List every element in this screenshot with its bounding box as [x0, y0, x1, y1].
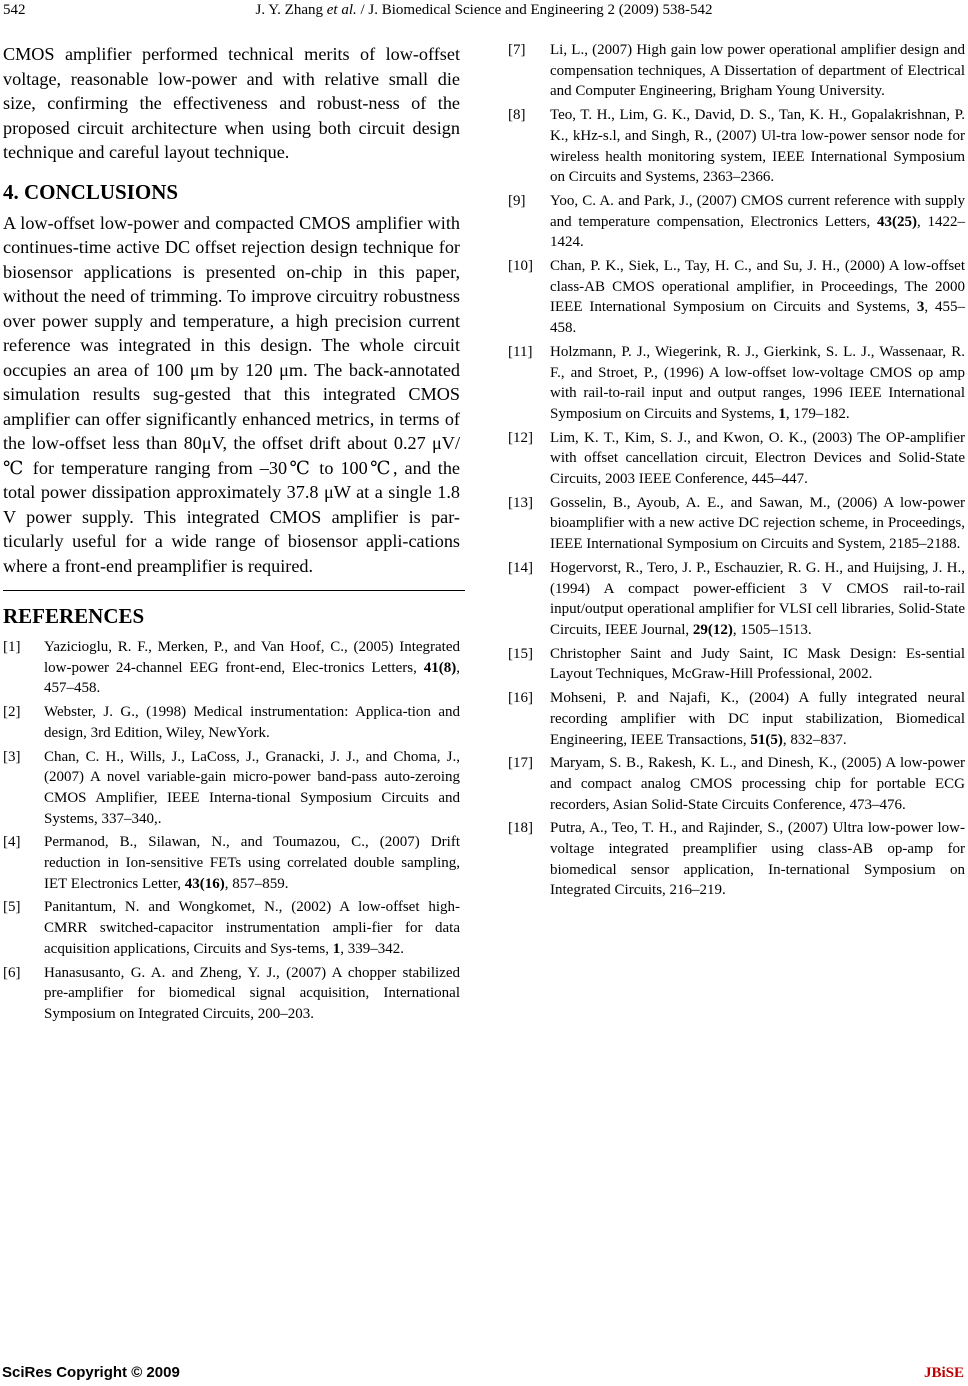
reference-volume: 1 — [778, 405, 786, 422]
reference-number: [14] — [508, 559, 533, 576]
reference-number: [17] — [508, 755, 533, 772]
reference-volume: 3 — [916, 299, 925, 316]
reference-text: Teo, T. H., Lim, G. K., David, D. S., Tan, K. H., Gopalakrishnan, P. K., kHz-s.l, and Singh, R., (2007) Ul-tra low-power sensor node for wireless health monitoring system, IEEE International Symposium on Circuits and Systems, 2363–2366. — [550, 107, 965, 186]
reference-item — [3, 897, 460, 959]
reference-pages: , 339–342. — [340, 940, 404, 957]
conclusions-heading: 4. CONCLUSIONS — [3, 179, 179, 204]
reference-text: Yazicioglu, R. F., Merken, P., and Van Hoof, C., (2005) Integrated low-power 24-channel EEG front-end, Elec-tronics Letters, — [44, 639, 460, 676]
conclusions-paragraph: A low-offset low-power and compacted CMOS amplifier with continues-time active DC offset rejection design technique for biosensor applications is presented on-chip in this paper, without the need of trimming. To improve circuitry robustness over power supply and temperature, a high precision current reference was integrated in this design. The whole circuit occupies an area of 100 μm by 120 μm. The back-annotated simulation results sug-gested that this integrated CMOS amplifier can offer significantly enhanced metrics, in terms of the low-offset less than 80μV, the offset drift about 0.27 μV/℃ for temperature ranging from –30℃ to 100℃, and the total power dissipation approximately 37.8 μW at a single 1.8 V power supply. This integrated CMOS amplifier is par-ticularly useful for a wide range of biosensor appli-cations where a front-end preamplifier is required. — [3, 212, 460, 576]
reference-number: [16] — [508, 690, 533, 707]
reference-text: Holzmann, P. J., Wiegerink, R. J., Gierkink, S. L. J., Wassenaar, R. F., and Stroet, P., (1996) A low-offset low-voltage CMOS op amp with rail-to-rail input and output ranges, 1996 IEEE International Symposium on Circuits and Systems, — [550, 343, 965, 422]
reference-volume: 1 — [332, 940, 341, 957]
page-header — [0, 0, 968, 22]
reference-pages: , 857–859. — [224, 875, 289, 892]
reference-volume: 43(25) — [877, 213, 917, 230]
reference-number: [4] — [3, 834, 21, 851]
reference-text: Yoo, C. A. and Park, J., (2007) CMOS current reference with supply and temperature compensation, Electronics Letters, — [550, 192, 965, 230]
reference-item — [508, 191, 965, 253]
reference-number: [3] — [3, 748, 21, 765]
running-head: J. Y. Zhang et al. / J. Biomedical Science and Engineering 2 (2009) 538-542 — [255, 2, 713, 18]
reference-text: Webster, J. G., (1998) Medical instrumentation: Applica-tion and design, 3rd Edition, Wiley, NewYork. — [44, 704, 460, 741]
reference-text: Maryam, S. B., Rakesh, K. L., and Dinesh, K., (2005) A low-power and compact analog CMOS processing chip for portable ECG recorders, Asian Solid-State Circuits Conference, 473–476. — [550, 755, 965, 813]
reference-text: Hogervorst, R., Tero, J. P., Eschauzier, R. G. H., and Huijsing, J. H., (1994) A compact power-efficient 3 V CMOS rail-to-rail input/output operational amplifier for VLSI cell libraries, Solid-State Circuits, IEEE Journal, — [550, 559, 965, 638]
reference-text: Li, L., (2007) High gain low power operational amplifier design and compensation techniques, A Dissertation of department of Electrical and Computer Engineering, Brigham Young University. — [550, 42, 965, 100]
reference-number: [2] — [3, 704, 21, 721]
reference-number: [6] — [3, 964, 21, 981]
journal-abbrev: JBiSE — [923, 1365, 964, 1381]
reference-item — [508, 558, 965, 641]
reference-pages: , 455–458. — [550, 299, 966, 337]
reference-item — [508, 753, 965, 815]
reference-item — [508, 256, 965, 339]
reference-volume: 43(16) — [184, 875, 225, 892]
left-column — [3, 42, 460, 1028]
reference-text: Putra, A., Teo, T. H., and Rajinder, S., (2007) Ultra low-power low-voltage integrated preamplifier using class-AB op-amp for biomedical sensor application, In-ternational Symposium on Integrated Circuits, 216–219. — [550, 820, 965, 899]
reference-item — [508, 493, 965, 555]
reference-item — [508, 428, 965, 490]
reference-volume: 51(5) — [750, 731, 783, 748]
reference-text: Lim, K. T., Kim, S. J., and Kwon, O. K., (2003) The OP-amplifier with offset cancellation circuit, Electron Devices and Solid-State Circuits, 2003 IEEE Conference, 445–447. — [550, 429, 965, 488]
reference-item — [508, 818, 965, 901]
reference-item — [508, 342, 965, 425]
reference-text: Mohseni, P. and Najafi, K., (2004) A fully integrated neural recording amplifier with DC input stabilization, Biomedical Engineering, IEEE Transactions, — [550, 690, 965, 748]
reference-pages: , 1505–1513. — [732, 621, 812, 638]
reference-number: [11] — [508, 343, 533, 360]
copyright-footer: SciRes Copyright © 2009 — [2, 1364, 180, 1381]
references-heading: REFERENCES — [3, 604, 145, 628]
reference-number: [12] — [508, 429, 533, 446]
reference-number: [15] — [508, 645, 533, 662]
reference-number: [10] — [508, 258, 533, 275]
reference-number: [18] — [508, 820, 533, 837]
reference-text: Panitantum, N. and Wongkomet, N., (2002) A low-offset high-CMRR switched-capacitor instrumentation ampli-fier for data acquisition applications, Circuits and Sys-tems, — [44, 899, 460, 957]
reference-volume: 29(12) — [692, 621, 733, 638]
reference-text: Permanod, B., Silawan, N., and Toumazou, C., (2007) Drift reduction in Ion-sensitive FETs using correlated double sampling, IET Electronics Letter, — [44, 834, 460, 892]
reference-item — [508, 688, 965, 750]
reference-item — [3, 702, 460, 743]
reference-list-right — [508, 40, 965, 901]
reference-number: [5] — [3, 899, 21, 916]
intro-paragraph: CMOS amplifier performed technical merits of low-offset voltage, reasonable low-power and with relative small die size, confirming the effectiveness and robust-ness of the proposed circuit architecture when using both circuit design technique and careful layout technique. — [3, 44, 460, 162]
reference-number: [7] — [508, 42, 526, 58]
reference-pages: , 1422–1424. — [550, 213, 966, 251]
reference-text: Christopher Saint and Judy Saint, IC Mask Design: Es-sential Layout Techniques, McGraw-Hill Professional, 2002. — [550, 645, 965, 683]
reference-item — [3, 963, 460, 1025]
page-number: 542 — [3, 2, 26, 18]
reference-pages: , 832–837. — [782, 731, 847, 748]
reference-item — [508, 105, 965, 188]
reference-volume: 41(8) — [423, 659, 457, 676]
reference-item — [508, 644, 965, 685]
right-column — [508, 40, 965, 904]
section-divider — [3, 590, 465, 591]
reference-item — [3, 637, 460, 699]
reference-pages: , 179–182. — [785, 405, 850, 422]
reference-item — [3, 747, 460, 830]
reference-number: [1] — [3, 639, 21, 655]
reference-number: [8] — [508, 107, 526, 124]
reference-text: Gosselin, B., Ayoub, A. E., and Sawan, M., (2006) A low-power bioamplifier with a new active DC rejection scheme, in Proceedings, IEEE International Symposium on Circuits and System, 2185–2188. — [550, 494, 965, 553]
reference-number: [13] — [508, 494, 533, 511]
reference-pages: , 457–458. — [44, 659, 460, 697]
reference-text: Hanasusanto, G. A. and Zheng, Y. J., (2007) A chopper stabilized pre-amplifier for biomedical signal acquisition, International Symposium on Integrated Circuits, 200–203. — [44, 964, 460, 1022]
reference-text: Chan, C. H., Wills, J., LaCoss, J., Granacki, J. J., and Choma, J., (2007) A novel variable-gain micro-power band-pass auto-zeroing CMOS Amplifier, IEEE Interna-tional Symposium Circuits and Systems, 337–340,. — [44, 748, 460, 827]
reference-item — [508, 40, 965, 102]
reference-number: [9] — [508, 192, 526, 209]
reference-item — [3, 832, 460, 894]
reference-text: Chan, P. K., Siek, L., Tay, H. C., and Su, J. H., (2000) A low-offset class-AB CMOS operational amplifier, in Proceedings, The 2000 IEEE International Symposium on Circuits and Systems, — [550, 258, 965, 316]
reference-list-left — [3, 637, 460, 1025]
